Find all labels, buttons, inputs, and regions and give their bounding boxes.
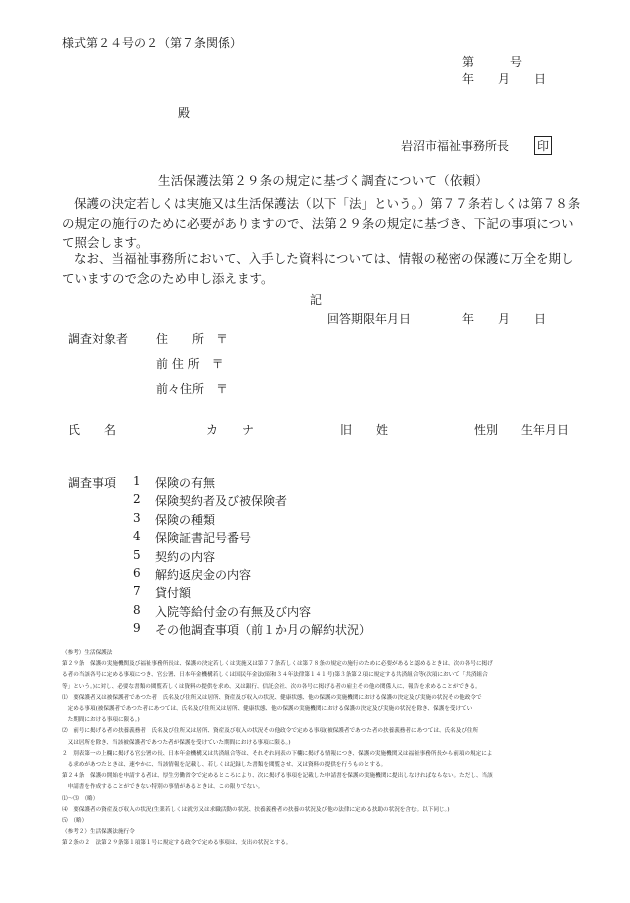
- note-line: 又は居所を除き、当該被保護者であつた者が保護を受けていた期間における事項に限る。): [62, 739, 291, 746]
- note-line: る求めがあつたときは、速やかに、当該情報を記載し、若しくは記録した書類を閲覧させ、又は資料の提供を行うものとする。: [62, 762, 387, 768]
- column-old-name: 旧 姓: [340, 423, 389, 437]
- survey-item-text: 保険証書記号番号: [155, 531, 252, 546]
- survey-item-number: 9: [133, 621, 141, 636]
- document-title: 生活保護法第２９条の規定に基づく調査について（依頼）: [158, 173, 488, 188]
- sender-name: 岩沼市福祉事務所長: [401, 139, 510, 153]
- note-line: ⑷ 要保護者の資産及び収入の状況(生業若しくは就労又は求職活動の状況、扶養義務者の扶養の状況及び他の法律に定める扶助の状況を含む。以下同じ。): [62, 806, 450, 813]
- note-line: 等」という。)に対し、必要な書類の閲覧若しくは資料の提供を求め、又は銀行、信託会社、次の各号に掲げる者の雇主その他の関係人に、報告を求めることができる。: [62, 683, 481, 690]
- column-kana: カ ナ: [206, 423, 255, 437]
- survey-item-number: 8: [133, 602, 141, 617]
- survey-item-number: 5: [133, 547, 141, 562]
- note-line: 申請書を作成することができない特別の事情があるときは、この限りでない。: [62, 784, 264, 791]
- survey-item-number: 7: [133, 584, 141, 599]
- survey-item-number: 3: [133, 510, 141, 525]
- survey-item-text: 保険の種類: [155, 512, 216, 527]
- column-sex: 性別: [474, 423, 499, 437]
- note-line: ⑸ （略）: [62, 818, 88, 824]
- address-current: 住 所 〒: [156, 332, 229, 346]
- survey-item-text: 貸付額: [155, 586, 192, 601]
- reply-deadline-label: 回答期限年月日: [327, 312, 412, 326]
- note-line: 第２４条 保護の開始を申請する者は、厚生労働省令で定めるところにより、次に掲げる事項を記載した申請書を保護の実施機関に提出しなければならない。ただし、当該: [62, 773, 493, 780]
- note-line: ⑵ 前号に掲げる者の扶養義務者 氏名及び住所又は居所、資産及び収入の状況その他政令で定める事項(被保護者であつた者の扶養義務者にあつては、氏名及び住所: [62, 728, 479, 735]
- note-line: ⑴ 要保護者又は被保護者であつた者 氏名及び住所又は居所、資産及び収入の状況、健康状態、他の保護の実施機関における保護の決定及び実施の状況その他政令で: [62, 694, 482, 701]
- body-paragraph-1: 保護の決定若しくは実施又は生活保護法（以下「法」という。）第７７条若しくは第７８条の規定の施行のために必要がありますので、法第２９条の規定に基づき、下記の事項について照会します。: [62, 196, 581, 250]
- note-line: た期間における事項に限る。): [62, 717, 140, 724]
- seal-mark: 印: [534, 136, 552, 155]
- survey-item-text: 入院等給付金の有無及び内容: [155, 604, 312, 619]
- note-line: る者の当該各号に定める事項につき、官公署、日本年金機構若しくは国民年金法(昭和３４年法律第１４１号)第３条第２項に規定する共済組合等(次項において「共済組合: [62, 672, 488, 679]
- body-paragraph-2: なお、当福祉事務所において、入手した資料については、情報の秘密の保護に万全を期していますので念のため申し添えます。: [62, 251, 574, 286]
- note-line: 定める事項(被保護者であつた者にあつては、氏名及び住所又は居所、健康状態、他の保護の実施機関における保護の決定及び実施の状況を除き、保護を受けてい: [62, 706, 473, 712]
- subject-label: 調査対象者: [68, 332, 129, 346]
- survey-item-text: 保険の有無: [155, 476, 216, 490]
- note-line: （参考２）生活保護法施行令: [62, 829, 135, 836]
- survey-items-label: 調査事項: [68, 476, 117, 490]
- survey-item-text: 契約の内容: [155, 549, 216, 564]
- note-line: （参考）生活保護法: [62, 650, 113, 656]
- reply-deadline-date: 年 月 日: [462, 312, 547, 326]
- column-name: 氏 名: [68, 423, 117, 437]
- note-line: ２ 別表第一の上欄に掲げる官公署の長、日本年金機構又は共済組合等は、それぞれ同表の下欄に掲げる情報につき、保護の実施機関又は福祉事務所長から前項の規定によ: [62, 750, 493, 757]
- survey-item-number: 4: [133, 529, 141, 544]
- note-line: 第２９条 保護の実施機関及び福祉事務所長は、保護の決定若しくは実施又は第７７条若しくは第７８条の規定の施行のために必要があると認めるときは、次の各号に掲げ: [62, 661, 493, 668]
- issue-date-label: 年 月 日: [462, 72, 547, 86]
- address-before-previous: 前々住所 〒: [156, 382, 229, 396]
- addressee-suffix: 殿: [178, 106, 191, 120]
- record-heading: 記: [310, 293, 323, 307]
- note-line: ⑴～⑶ （略）: [62, 795, 99, 802]
- column-birth-date: 生年月日: [521, 423, 570, 437]
- survey-item-text: 解約返戻金の内容: [155, 568, 252, 582]
- survey-item-number: 1: [133, 474, 141, 488]
- document-number-label: 第 号: [462, 55, 523, 69]
- note-line: 第２条の２ 法第２９条第１項第１号に規定する政令で定める事項は、支出の状況とする。: [62, 840, 292, 847]
- survey-item-number: 2: [133, 492, 141, 507]
- survey-item-text: その他調査事項（前１か月の解約状況）: [155, 623, 372, 638]
- survey-item-text: 保険契約者及び被保険者: [155, 494, 288, 509]
- form-number: 様式第２４号の２（第７条関係）: [62, 36, 243, 50]
- address-previous: 前 住 所 〒: [156, 357, 224, 371]
- survey-item-number: 6: [133, 566, 141, 580]
